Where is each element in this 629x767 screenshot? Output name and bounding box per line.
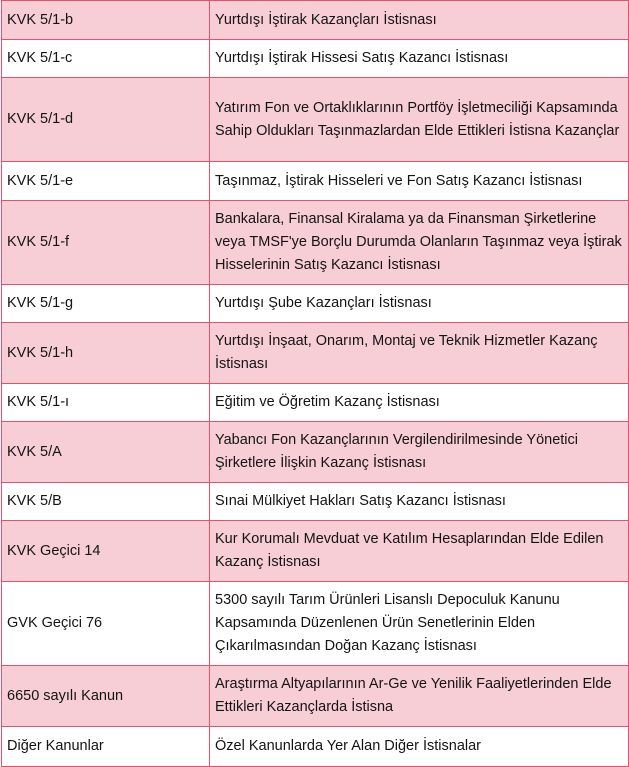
exemption-description-cell: Yatırım Fon ve Ortaklıklarının Portföy İşletmeciliği Kapsamında Sahip Oldukları Taşınmazlardan Elde Ettikleri İstisna Kazançlar	[210, 78, 629, 162]
law-code-cell: GVK Geçici 76	[2, 582, 210, 666]
exemption-description-cell: Taşınmaz, İştirak Hisseleri ve Fon Satış Kazancı İstisnası	[210, 162, 629, 201]
table-row	[2, 285, 629, 323]
table-row	[2, 666, 629, 727]
law-code-cell: KVK 5/1-e	[2, 162, 210, 201]
exemption-description-cell: Yurtdışı İnşaat, Onarım, Montaj ve Teknik Hizmetler Kazanç İstisnası	[210, 323, 629, 384]
law-code-cell: Diğer Kanunlar	[2, 727, 210, 767]
law-code-cell: KVK 5/1-d	[2, 78, 210, 162]
table-row	[2, 521, 629, 582]
exemption-description-cell: Araştırma Altyapılarının Ar-Ge ve Yenilik Faaliyetlerinden Elde Ettikleri Kazançlarda İstisna	[210, 666, 629, 727]
table-row	[2, 201, 629, 285]
exemption-description-cell: Yabancı Fon Kazançlarının Vergilendirilmesinde Yönetici Şirketlere İlişkin Kazanç İstisnası	[210, 422, 629, 483]
exemption-description-cell: Yurtdışı Şube Kazançları İstisnası	[210, 285, 629, 323]
exemptions-table	[1, 0, 629, 767]
law-code-cell: KVK Geçici 14	[2, 521, 210, 582]
law-code-cell: KVK 5/A	[2, 422, 210, 483]
exemption-description-cell: Yurtdışı İştirak Hissesi Satış Kazancı İstisnası	[210, 40, 629, 78]
law-code-cell: KVK 5/1-f	[2, 201, 210, 285]
exemption-description-cell: 5300 sayılı Tarım Ürünleri Lisanslı Depoculuk Kanunu Kapsamında Düzenlenen Ürün Senetlerinin Elden Çıkarılmasından Doğan Kazanç İstisnası	[210, 582, 629, 666]
law-code-cell: KVK 5/1-g	[2, 285, 210, 323]
law-code-cell: KVK 5/B	[2, 483, 210, 521]
table-row	[2, 483, 629, 521]
law-code-cell: KVK 5/1-b	[2, 1, 210, 40]
exemption-description-cell: Kur Korumalı Mevduat ve Katılım Hesaplarından Elde Edilen Kazanç İstisnası	[210, 521, 629, 582]
law-code-cell: KVK 5/1-h	[2, 323, 210, 384]
law-code-cell: KVK 5/1-ı	[2, 384, 210, 422]
table-row	[2, 78, 629, 162]
exemption-description-cell: Eğitim ve Öğretim Kazanç İstisnası	[210, 384, 629, 422]
table-row	[2, 40, 629, 78]
table-row	[2, 582, 629, 666]
law-code-cell: 6650 sayılı Kanun	[2, 666, 210, 727]
law-code-cell: KVK 5/1-c	[2, 40, 210, 78]
exemption-description-cell: Sınai Mülkiyet Hakları Satış Kazancı İstisnası	[210, 483, 629, 521]
table-row	[2, 323, 629, 384]
table-row	[2, 422, 629, 483]
table-row	[2, 384, 629, 422]
exemption-description-cell: Özel Kanunlarda Yer Alan Diğer İstisnalar	[210, 727, 629, 767]
exemption-description-cell: Yurtdışı İştirak Kazançları İstisnası	[210, 1, 629, 40]
table-row	[2, 727, 629, 767]
table-row	[2, 162, 629, 201]
exemption-description-cell: Bankalara, Finansal Kiralama ya da Finansman Şirketlerine veya TMSF'ye Borçlu Durumda Olanların Taşınmaz veya İştirak Hisselerinin Satış Kazancı İstisnası	[210, 201, 629, 285]
table-row	[2, 1, 629, 40]
